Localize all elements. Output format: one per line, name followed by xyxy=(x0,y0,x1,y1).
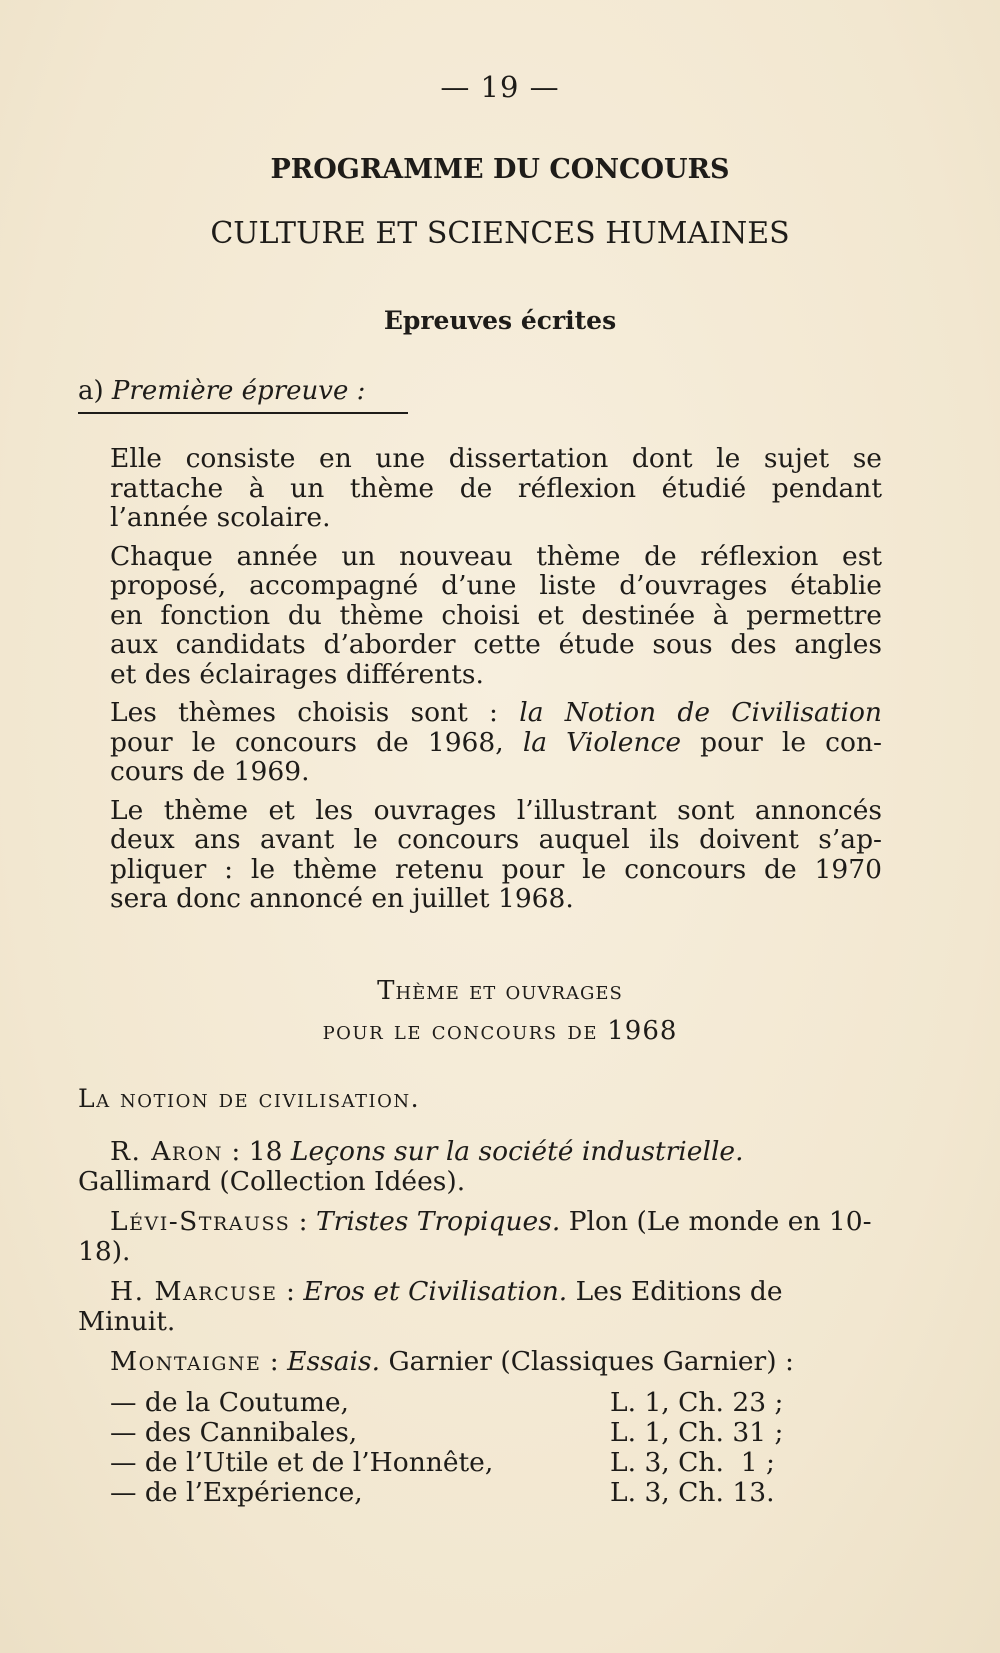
paragraph-3 xyxy=(78,698,882,787)
essay-reference: L. 3, Ch. 1 ; xyxy=(610,1447,775,1478)
text-line: et des éclairages différents. xyxy=(110,658,484,690)
essay-title: — de l’Utile et de l’Honnête, xyxy=(110,1447,494,1478)
theme-heading-line-2 xyxy=(0,1016,1000,1046)
essay-title: — des Cannibales, xyxy=(110,1417,358,1448)
text-line: proposé, accompagné d’une liste d’ouvrages établie xyxy=(110,570,882,601)
bibliography-entry xyxy=(78,1207,882,1267)
entry-separator: : xyxy=(290,1206,316,1237)
entry-author: Lévi-Strauss xyxy=(110,1206,291,1237)
text-line: pliquer : le thème retenu pour le concours de 1970 xyxy=(110,853,882,885)
essay-title: — de l’Expérience, xyxy=(110,1477,363,1508)
entry-publisher: Gallimard (Collection Idées). xyxy=(78,1166,466,1197)
essay-reference: L. 1, Ch. 31 ; xyxy=(610,1417,784,1448)
paragraph-4 xyxy=(78,796,882,914)
text-line: rattache à un thème de réflexion étudié pendant xyxy=(110,472,882,504)
theme-heading-line-1: Thème et ouvrages xyxy=(377,976,623,1006)
text-line: aux candidats d’aborder cette étude sous des angles xyxy=(110,629,882,660)
body-text xyxy=(78,444,882,923)
table-row xyxy=(110,1478,830,1508)
part-letter: a) xyxy=(78,376,104,406)
theme-name: La notion de civilisation. xyxy=(78,1084,421,1113)
entry-publisher: Plon (Le monde en 10-18). xyxy=(78,1206,872,1267)
entry-author: R. Aron xyxy=(110,1136,223,1167)
bibliography-entry xyxy=(78,1277,882,1337)
section-heading: Epreuves écrites xyxy=(383,306,617,335)
theme-title: la Notion de Civilisation xyxy=(519,697,882,728)
paragraph-2 xyxy=(78,542,882,690)
text-line: Le thème et les ouvrages l’illustrant sont annoncés xyxy=(110,794,882,826)
entry-title: Tristes Tropiques. xyxy=(316,1206,561,1237)
entry-title: Essais. xyxy=(287,1346,380,1377)
essay-title: — de la Coutume, xyxy=(110,1387,349,1418)
entry-number: 18 xyxy=(248,1136,291,1167)
part-heading xyxy=(78,376,408,414)
entry-author: H. Marcuse xyxy=(110,1276,278,1307)
text-line xyxy=(78,728,882,758)
text-line: en fonction du thème choisi et destinée à permettre xyxy=(110,599,882,631)
theme-heading-year: 1968 xyxy=(607,1016,678,1046)
bibliography-entry xyxy=(78,1137,882,1197)
theme-title: la Violence xyxy=(522,726,682,758)
page-title: PROGRAMME DU CONCOURS xyxy=(270,154,730,185)
paragraph-1 xyxy=(78,444,882,533)
text-line: sera donc annoncé en juillet 1968. xyxy=(110,883,574,914)
text-line: l’année scolaire. xyxy=(110,502,331,533)
essay-reference: L. 3, Ch. 13. xyxy=(610,1477,775,1508)
text-run: pour le concours de 1968, xyxy=(110,726,504,758)
entry-separator: : xyxy=(277,1276,304,1307)
page-number: — 19 — xyxy=(440,70,560,104)
essays-table xyxy=(110,1388,830,1508)
table-row xyxy=(110,1448,830,1478)
text-line: Elle consiste en une dissertation dont le sujet se xyxy=(110,443,882,474)
bibliography-entry xyxy=(78,1347,882,1377)
entry-separator: : xyxy=(222,1136,249,1167)
part-title: Première épreuve : xyxy=(111,376,366,406)
entry-author: Montaigne xyxy=(110,1346,262,1377)
text-line: deux ans avant le concours auquel ils doivent s’ap- xyxy=(110,824,882,855)
essay-reference: L. 1, Ch. 23 ; xyxy=(610,1387,784,1418)
text-line xyxy=(78,698,882,728)
entry-title: Eros et Civilisation. xyxy=(303,1276,568,1307)
theme-heading-text: pour le concours de xyxy=(322,1016,598,1046)
table-row xyxy=(110,1418,830,1448)
text-run: pour le con- xyxy=(700,726,882,758)
page-subtitle: CULTURE ET SCIENCES HUMAINES xyxy=(210,216,790,251)
table-row xyxy=(110,1388,830,1418)
entry-publisher: Garnier (Classiques Garnier) : xyxy=(388,1346,794,1377)
text-run: Les thèmes choisis sont : xyxy=(110,697,498,728)
entry-publisher: Les Editions de Minuit. xyxy=(78,1276,783,1337)
text-line: cours de 1969. xyxy=(110,756,310,787)
entry-separator: : xyxy=(261,1346,288,1377)
entry-title: Leçons sur la société industrielle. xyxy=(290,1136,744,1167)
text-line: Chaque année un nouveau thème de réflexion est xyxy=(110,540,882,572)
bibliography xyxy=(78,1137,882,1387)
